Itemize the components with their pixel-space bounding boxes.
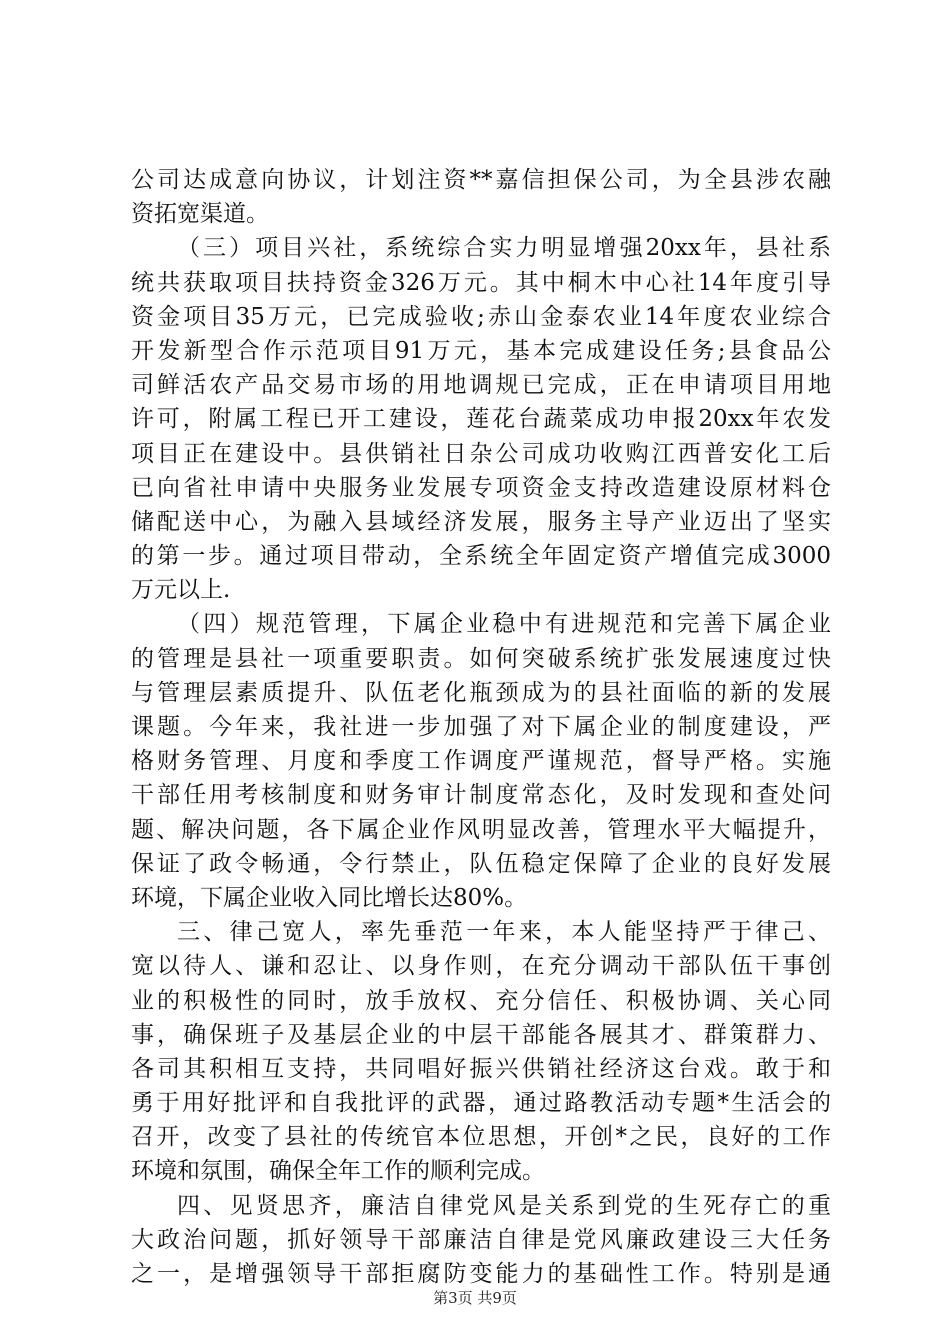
- text-line: 资拓宽渠道。: [131, 201, 269, 228]
- text-line: 已向省社申请中央服务业发展专项资金支持改造建设原材料仓: [131, 474, 831, 501]
- text-line: 之一，是增强领导干部拒腐防变能力的基础性工作。特别是通: [131, 1261, 831, 1287]
- text-line: 环境和氛围，确保全年工作的顺利完成。: [131, 1158, 545, 1185]
- body-text: [131, 163, 831, 1291]
- text-line: 业的积极性的同时，放手放权、充分信任、积极协调、关心同: [131, 987, 831, 1014]
- text-line: 召开，改变了县社的传统官本位思想，开创*之民，良好的工作: [131, 1124, 831, 1151]
- paragraph-start-line: （四）规范管理，下属企业稳中有进规范和完善下属企业: [177, 611, 831, 638]
- text-line: 勇于用好批评和自我批评的武器，通过路教活动专题*生活会的: [131, 1090, 831, 1117]
- text-line: 保证了政令畅通，令行禁止，队伍稳定保障了企业的良好发展: [131, 850, 831, 877]
- paragraph-start-line: 四、见贤思齐，廉洁自律党风是关系到党的生死存亡的重: [177, 1192, 831, 1219]
- text-line: 大政治问题，抓好领导干部廉洁自律是党风廉政建设三大任务: [131, 1226, 831, 1253]
- text-line: 环境，下属企业收入同比增长达80%。: [131, 884, 528, 911]
- text-line: 万元以上.: [131, 577, 231, 604]
- text-line: 与管理层素质提升、队伍老化瓶颈成为的县社面临的新的发展: [131, 679, 831, 706]
- text-line: 统共获取项目扶持资金326万元。其中桐木中心社14年度引导: [131, 269, 831, 296]
- text-line: 格财务管理、月度和季度工作调度严谨规范，督导严格。实施: [131, 748, 831, 775]
- text-line: 资金项目35万元，已完成验收;赤山金泰农业14年度农业综合: [131, 303, 831, 330]
- text-line: 宽以待人、谦和忍让、以身作则，在充分调动干部队伍干事创: [131, 953, 831, 980]
- text-line: 开发新型合作示范项目91万元，基本完成建设任务;县食品公: [131, 337, 831, 364]
- text-line: 公司达成意向协议，计划注资**嘉信担保公司，为全县涉农融: [131, 167, 831, 193]
- text-line: 课题。今年来，我社进一步加强了对下属企业的制度建设，严: [131, 714, 831, 740]
- text-line: 项目正在建设中。县供销社日杂公司成功收购江西普安化工后: [131, 440, 831, 467]
- text-line: 储配送中心，为融入县域经济发展，服务主导产业迈出了坚实: [131, 508, 831, 535]
- text-line: 许可，附属工程已开工建设，莲花台蔬菜成功申报20xx年农发: [131, 406, 831, 433]
- text-line: 题、解决问题，各下属企业作风明显改善，管理水平大幅提升，: [131, 816, 831, 843]
- text-line: 司鲜活农产品交易市场的用地调规已完成，正在申请项目用地: [131, 372, 831, 399]
- text-line: 干部任用考核制度和财务审计制度常态化，及时发现和查处问: [131, 782, 831, 809]
- paragraph-start-line: 三、律己宽人，率先垂范一年来，本人能坚持严于律己、: [177, 919, 831, 946]
- text-line: 的管理是县社一项重要职责。如何突破系统扩张发展速度过快: [131, 645, 831, 672]
- page-number-footer: 第3页 共9页: [433, 1289, 517, 1307]
- text-line: 各司其积相互支持，共同唱好振兴供销社经济这台戏。敢于和: [131, 1055, 831, 1082]
- text-line: 事，确保班子及基层企业的中层干部能各展其才、群策群力、: [131, 1021, 831, 1048]
- text-line: 的第一步。通过项目带动，全系统全年固定资产增值完成3000: [131, 543, 831, 570]
- paragraph-start-line: （三）项目兴社，系统综合实力明显增强20xx年，县社系: [177, 235, 831, 262]
